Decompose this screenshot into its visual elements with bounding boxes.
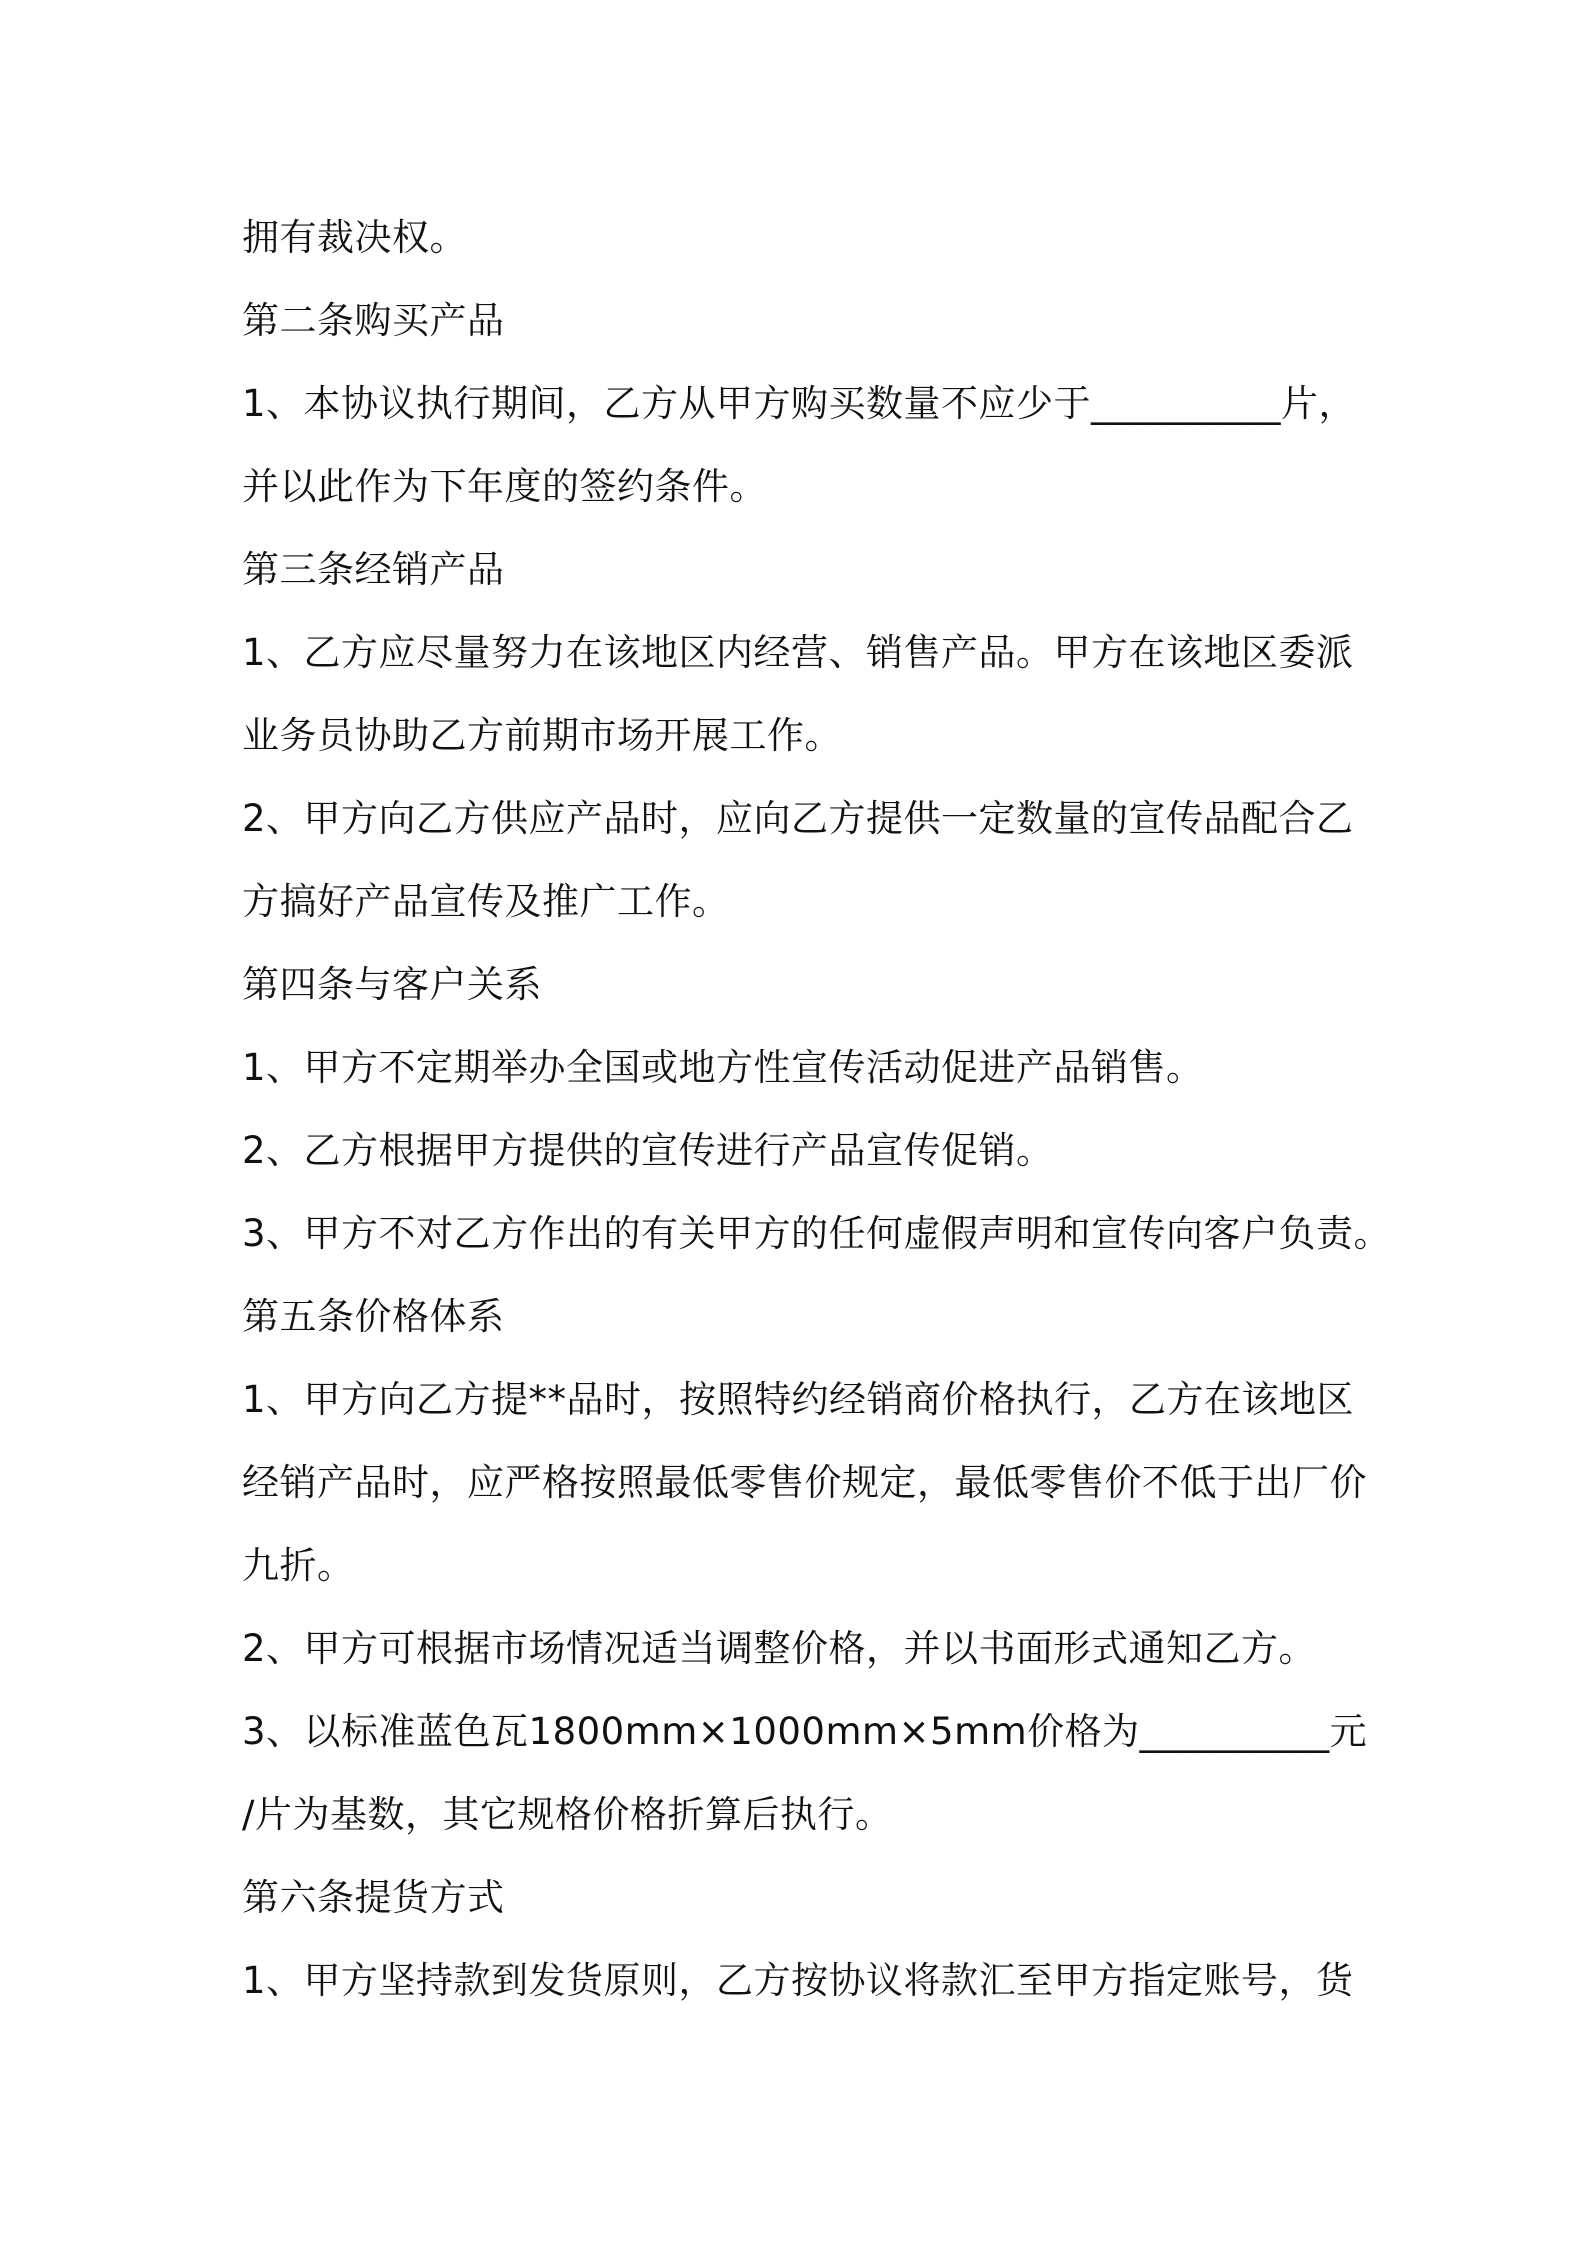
text-line: /片为基数，其它规格价格折算后执行。 [242, 1793, 893, 1836]
text-line: 方搞好产品宣传及推广工作。 [242, 880, 730, 923]
text-line: 经销产品时，应严格按照最低零售价规定，最低零售价不低于出厂价 [242, 1461, 1367, 1504]
section-heading: 第五条价格体系 [242, 1295, 505, 1338]
text-line: 3、甲方不对乙方作出的有关甲方的任何虚假声明和宣传向客户负责。 [242, 1212, 1392, 1255]
section-heading: 第四条与客户关系 [242, 963, 542, 1006]
text-line: 2、乙方根据甲方提供的宣传进行产品宣传促销。 [242, 1129, 1054, 1172]
text-line: 1、甲方不定期举办全国或地方性宣传活动促进产品销售。 [242, 1046, 1204, 1089]
section-heading: 第三条经销产品 [242, 548, 505, 591]
text-line: 拥有裁决权。 [242, 216, 467, 259]
text-line: 1、本协议执行期间，乙方从甲方购买数量不应少于__________片， [242, 382, 1357, 425]
text-line: 九折。 [242, 1544, 355, 1587]
text-line: 3、以标准蓝色瓦1800mm×1000mm×5mm价格为__________元 [242, 1710, 1368, 1753]
text-line: 2、甲方向乙方供应产品时，应向乙方提供一定数量的宣传品配合乙 [242, 797, 1354, 840]
section-heading: 第六条提货方式 [242, 1876, 505, 1919]
text-line: 业务员协助乙方前期市场开展工作。 [242, 714, 842, 757]
text-line: 1、甲方向乙方提**品时，按照特约经销商价格执行，乙方在该地区 [242, 1378, 1355, 1421]
text-line: 1、乙方应尽量努力在该地区内经营、销售产品。甲方在该地区委派 [242, 631, 1354, 674]
text-line: 1、甲方坚持款到发货原则，乙方按协议将款汇至甲方指定账号，货 [242, 1959, 1354, 2002]
text-line: 并以此作为下年度的签约条件。 [242, 465, 767, 508]
document-body [242, 196, 1392, 2022]
section-heading: 第二条购买产品 [242, 299, 505, 342]
text-line: 2、甲方可根据市场情况适当调整价格，并以书面形式通知乙方。 [242, 1627, 1317, 1670]
